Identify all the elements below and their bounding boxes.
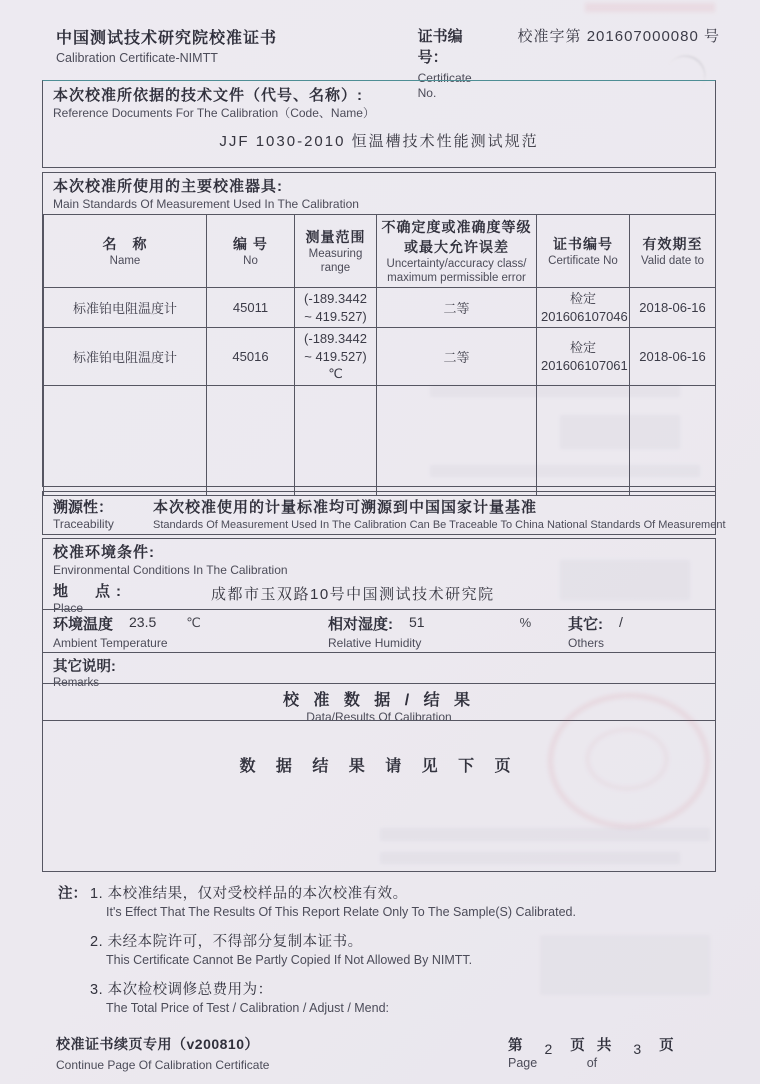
certificate-number-value: 校准字第 201607000080 号	[517, 28, 720, 45]
pagination	[508, 1034, 678, 1073]
note-3-zh: 3. 本次检校调修总费用为：	[90, 982, 273, 998]
empty-cell	[537, 385, 630, 495]
others-label-zh: 其它:	[568, 616, 603, 633]
relative-humidity-label-zh: 相对湿度:	[328, 616, 393, 633]
note-1-zh: 1. 本校准结果，仅对受校样品的本次校准有效。	[90, 886, 408, 902]
reference-label-zh: 本次校准所依据的技术文件（代号、名称）:	[53, 87, 363, 104]
of-word-en: of	[586, 1056, 598, 1070]
empty-cell	[630, 385, 716, 495]
col-header-name-zh: 名 称	[102, 235, 148, 252]
ambient-temperature-label-en: Ambient Temperature	[53, 636, 168, 650]
others-value: /	[619, 614, 623, 630]
col-header-name	[44, 214, 207, 288]
col-header-range-zh: 测量范围	[305, 228, 366, 245]
col-header-range-en: Measuring range	[308, 247, 363, 274]
footer-left	[56, 1034, 386, 1073]
col-header-valid-zh: 有效期至	[642, 235, 703, 252]
col-header-valid-en: Valid date to	[640, 254, 705, 267]
footer-left-zh: 校准证书续页专用（v200810）	[56, 1036, 260, 1052]
ambient-temperature-line	[53, 613, 328, 634]
standards-label	[43, 173, 715, 214]
notes-list	[90, 882, 576, 1026]
cell-no: 45016	[207, 328, 295, 386]
traceability-statement-zh: 本次校准使用的计量标准均可溯源到中国国家计量基准	[153, 499, 538, 516]
remarks-row	[43, 652, 715, 689]
cell-certno	[537, 288, 630, 328]
page-word-3: 页	[659, 1038, 678, 1054]
main-standards-section	[42, 172, 716, 487]
certificate-number-label-zh: 证书编号：	[417, 28, 463, 66]
page-word-2: 页 共	[570, 1038, 616, 1054]
range-line2: ~ 419.527)	[304, 348, 367, 364]
certificate-number-label-en: Certificate No.	[417, 71, 472, 100]
standards-table	[43, 214, 716, 496]
col-header-uncertainty-zh: 不确定度或准确度等级或最大允许误差	[381, 218, 532, 255]
traceability-label	[53, 496, 153, 534]
standards-label-zh: 本次校准所使用的主要校准器具:	[53, 178, 283, 195]
cell-valid-date: 2018-06-16	[630, 288, 716, 328]
note-2-zh: 2. 未经本院许可，不得部分复制本证书。	[90, 934, 363, 950]
note-2-en: This Certificate Cannot Be Partly Copied If Not Allowed By NIMTT.	[106, 953, 473, 967]
notes-section	[58, 882, 706, 1026]
bleedthrough-ghost	[585, 3, 715, 12]
traceability-label-en: Traceability	[53, 517, 114, 531]
notes-prefix: 注：	[58, 886, 87, 902]
environment-header-row	[43, 539, 715, 615]
ambient-temperature-block	[53, 613, 328, 652]
ambient-temperature-unit: ℃	[186, 615, 201, 630]
traceability-section	[42, 491, 726, 535]
results-body-text: 数 据 结 果 请 见 下 页	[239, 758, 519, 775]
others-block	[568, 613, 623, 652]
issuer-title-en: Calibration Certificate-NIMTT	[56, 51, 218, 65]
relative-humidity-value: 51	[409, 614, 425, 630]
cell-no: 45011	[207, 288, 295, 328]
cell-name: 标准铂电阻温度计	[44, 328, 207, 386]
page-word-en: Page	[508, 1056, 538, 1070]
cell-valid-date: 2018-06-16	[630, 328, 716, 386]
table-row	[44, 288, 716, 328]
footer-left-en: Continue Page Of Calibration Certificate	[56, 1058, 270, 1072]
traceability-statement	[153, 496, 726, 534]
reference-documents-section	[42, 80, 716, 168]
cell-range	[295, 288, 377, 328]
standards-label-en: Main Standards Of Measurement Used In The Calibration	[53, 196, 359, 211]
environment-label-zh: 校准环境条件:	[53, 544, 155, 561]
results-title-en: Data/Results Of Calibration	[306, 710, 452, 724]
list-item	[90, 930, 576, 967]
cert-type: 检定	[569, 340, 596, 356]
col-header-no-en: No	[243, 254, 258, 267]
others-line	[568, 613, 623, 634]
pagination-line-zh	[508, 1034, 678, 1055]
results-title-row	[43, 683, 715, 724]
place-label-zh: 地 点:	[53, 582, 127, 600]
page-total: 3	[633, 1041, 642, 1057]
conditions-row	[43, 609, 715, 652]
pagination-line-en	[508, 1056, 678, 1070]
reference-document-value: JJF 1030-2010 恒温槽技术性能测试规范	[219, 132, 539, 150]
results-title-zh: 校 准 数 据 / 结 果	[282, 692, 476, 709]
relative-humidity-line	[328, 613, 568, 634]
place-value: 成都市玉双路10号中国测试技术研究院	[211, 585, 495, 603]
col-header-certno-zh: 证书编号	[553, 235, 613, 252]
cell-certno	[537, 328, 630, 386]
note-1-en: It's Effect That The Results Of This Report Relate Only To The Sample(S) Calibrated.	[106, 905, 576, 919]
environment-section	[42, 538, 716, 872]
place-label-en: Place	[53, 600, 84, 615]
col-header-certno-en: Certificate No	[548, 254, 618, 267]
list-item	[90, 978, 576, 1015]
cell-grade: 二等	[377, 288, 537, 328]
note-3-en: The Total Price of Test / Calibration / Adjust / Mend:	[106, 1001, 390, 1015]
list-item	[90, 882, 576, 919]
cell-range	[295, 328, 377, 386]
page-footer	[56, 1034, 720, 1073]
col-header-valid	[630, 214, 716, 288]
cert-type: 检定	[569, 291, 596, 307]
col-header-range	[295, 214, 377, 288]
empty-cell	[44, 385, 207, 495]
col-header-uncertainty	[377, 214, 537, 288]
environment-label-en: Environmental Conditions In The Calibration	[53, 562, 288, 577]
empty-cell	[207, 385, 295, 495]
ambient-temperature-label-zh: 环境温度	[53, 616, 114, 633]
cell-grade: 二等	[377, 328, 537, 386]
page-word-1: 第	[508, 1038, 527, 1054]
standards-table-header-row	[44, 214, 716, 288]
ambient-temperature-value: 23.5	[129, 614, 157, 630]
page-current: 2	[544, 1041, 553, 1057]
relative-humidity-unit: %	[519, 615, 532, 630]
col-header-no-zh: 编 号	[233, 235, 268, 252]
cell-name: 标准铂电阻温度计	[44, 288, 207, 328]
range-line2: ~ 419.527)	[304, 308, 367, 324]
results-body-row	[43, 720, 715, 871]
remarks-label-zh: 其它说明:	[53, 659, 116, 675]
col-header-name-en: Name	[109, 254, 141, 267]
cert-number: 201606107046	[541, 308, 628, 324]
relative-humidity-block	[328, 613, 568, 652]
table-row	[44, 328, 716, 386]
issuer-title-zh: 中国测试技术研究院校准证书	[56, 30, 278, 47]
col-header-certno	[537, 214, 630, 288]
range-line1: (-189.3442	[304, 331, 367, 347]
col-header-no	[207, 214, 295, 288]
empty-cell	[295, 385, 377, 495]
others-label-en: Others	[568, 636, 605, 650]
relative-humidity-label-en: Relative Humidity	[328, 636, 422, 650]
traceability-statement-en: Standards Of Measurement Used In The Calibration Can Be Traceable To China National Standards Of Measurement	[153, 519, 726, 531]
table-row-empty	[44, 385, 716, 495]
range-line1: (-189.3442	[304, 291, 367, 307]
reference-label-en: Reference Documents For The Calibration（Code、Name）	[53, 105, 375, 120]
range-unit: ℃	[328, 366, 343, 382]
traceability-label-zh: 溯源性：	[53, 499, 114, 516]
remarks-label-en: Remarks	[53, 677, 100, 689]
cert-number: 201606107061	[541, 357, 628, 373]
col-header-uncertainty-en: Uncertainty/accuracy class/ maximum permissible error	[386, 257, 527, 284]
empty-cell	[377, 385, 537, 495]
